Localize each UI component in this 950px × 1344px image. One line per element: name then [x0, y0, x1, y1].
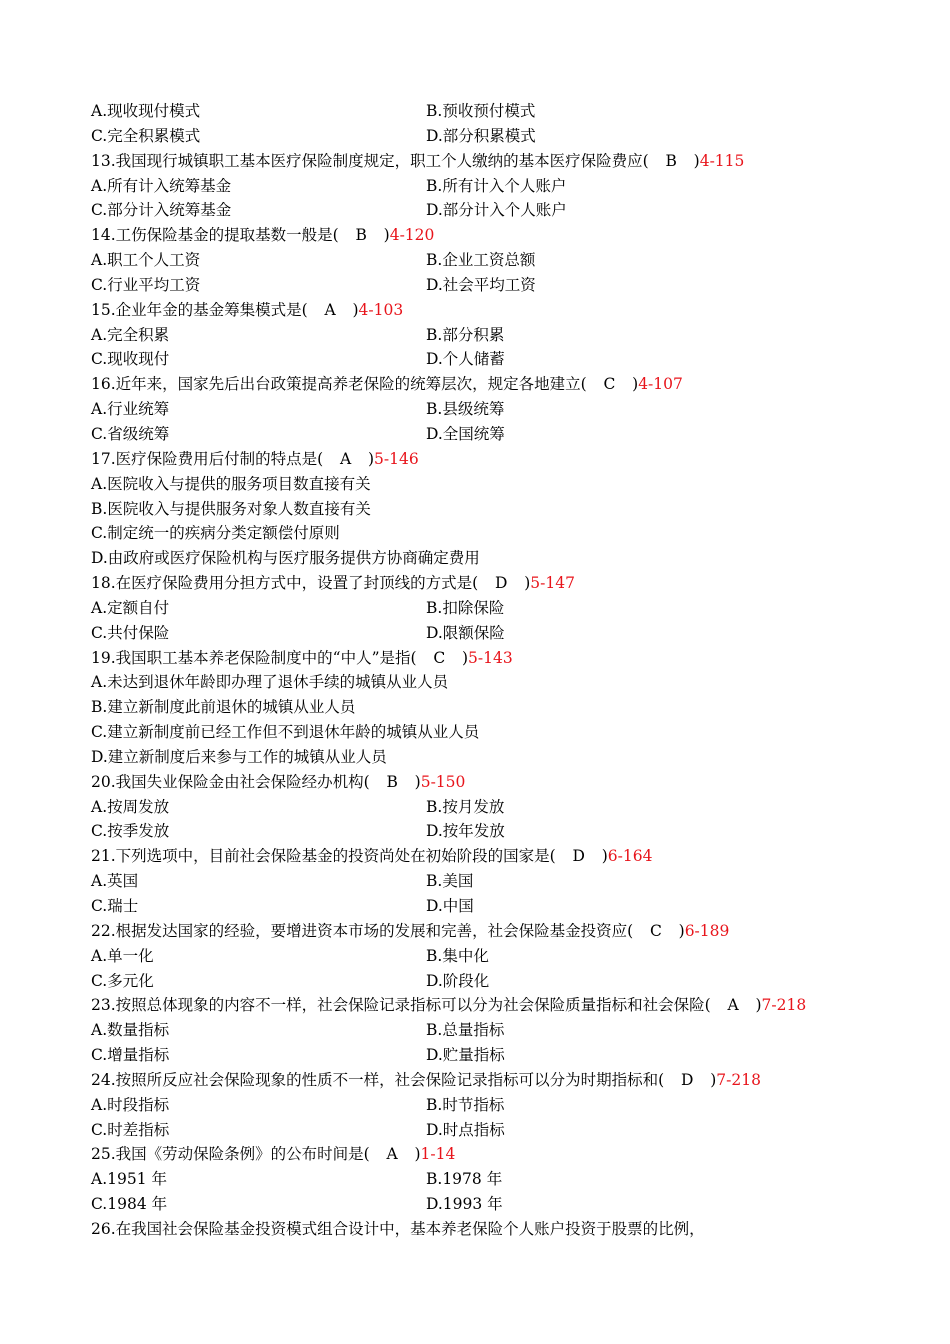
- line-text: A.未达到退休年龄即办理了退休手续的城镇从业人员: [91, 673, 449, 692]
- question-text: 13.我国现行城镇职工基本医疗保险制度规定，职工个人缴纳的基本医疗保险费应(: [91, 151, 649, 170]
- option-row: [91, 819, 881, 844]
- option-right: D.按年发放: [426, 822, 505, 841]
- question-text: 24.按照所反应社会保险现象的性质不一样，社会保险记录指标可以分为时期指标和(: [91, 1070, 665, 1089]
- option-row: [91, 596, 881, 621]
- text-line: [91, 521, 881, 546]
- option-row: [91, 323, 881, 348]
- answer-letter: B: [386, 772, 398, 791]
- question-line: 15.企业年金的基金筹集模式是( A )4-103: [91, 300, 404, 319]
- line-text: 26.在我国社会保险基金投资模式组合设计中，基本养老保险个人账户投资于股票的比例，: [91, 1219, 705, 1238]
- option-right: B.按月发放: [426, 797, 505, 816]
- option-right: B.美国: [426, 872, 474, 891]
- question-text: 19.我国职工基本养老保险制度中的“中人”是指(: [91, 648, 417, 667]
- text-line: [91, 546, 881, 571]
- option-left: C.按季发放: [91, 822, 170, 841]
- option-row: [91, 1118, 881, 1143]
- document-page: [91, 99, 881, 1242]
- option-right: D.部分计入个人账户: [426, 201, 567, 220]
- text-line: [91, 670, 881, 695]
- answer-letter: B: [355, 226, 367, 245]
- option-right: D.个人储蓄: [426, 350, 505, 369]
- text-line: [91, 745, 881, 770]
- question-text: 25.我国《劳动保险条例》的公布时间是(: [91, 1145, 370, 1164]
- option-right: B.预收预付模式: [426, 102, 536, 120]
- question-line: 23.按照总体现象的内容不一样，社会保险记录指标可以分为社会保险质量指标和社会保险( A )7-218: [91, 996, 807, 1015]
- answer-letter: B: [665, 151, 677, 170]
- question-text: 23.按照总体现象的内容不一样，社会保险记录指标可以分为社会保险质量指标和社会保险(: [91, 996, 711, 1015]
- page-reference: 5-146: [374, 449, 419, 468]
- option-left: A.时段指标: [91, 1095, 170, 1114]
- option-left: A.所有计入统筹基金: [91, 176, 232, 195]
- option-right: D.限额保险: [426, 623, 505, 642]
- page-reference: 1-14: [420, 1145, 456, 1164]
- option-left: C.行业平均工资: [91, 275, 201, 294]
- page-reference: 6-189: [684, 921, 730, 940]
- answer-letter: D: [572, 847, 585, 866]
- option-left: C.完全积累模式: [91, 126, 201, 145]
- question-line: 22.根据发达国家的经验，要增进资本市场的发展和完善，社会保险基金投资应( C )6-189: [91, 921, 730, 940]
- question-text: 22.根据发达国家的经验，要增进资本市场的发展和完善，社会保险基金投资应(: [91, 921, 634, 940]
- question-text: 20.我国失业保险金由社会保险经办机构(: [91, 772, 370, 791]
- option-right: D.部分积累模式: [426, 126, 536, 145]
- option-right: B.1978 年: [426, 1170, 503, 1189]
- option-row: [91, 969, 881, 994]
- question-line: 24.按照所反应社会保险现象的性质不一样，社会保险记录指标可以分为时期指标和( D )7-218: [91, 1070, 761, 1089]
- option-left: C.现收现付: [91, 350, 170, 369]
- question-text: 17.医疗保险费用后付制的特点是(: [91, 449, 324, 468]
- option-left: A.按周发放: [91, 797, 170, 816]
- option-left: A.职工个人工资: [91, 251, 201, 270]
- option-left: C.1984 年: [91, 1195, 168, 1214]
- line-text: C.制定统一的疾病分类定额偿付原则: [91, 524, 340, 543]
- text-line: [91, 497, 881, 522]
- option-left: C.增量指标: [91, 1046, 170, 1065]
- option-left: C.部分计入统筹基金: [91, 201, 232, 220]
- option-right: D.时点指标: [426, 1120, 505, 1139]
- question-line: 19.我国职工基本养老保险制度中的“中人”是指( C )5-143: [91, 648, 513, 667]
- option-row: [91, 1018, 881, 1043]
- page-reference: 7-218: [761, 996, 807, 1015]
- answer-letter: D: [680, 1070, 694, 1089]
- question-line: 16.近年来，国家先后出台政策提高养老保险的统筹层次，规定各地建立( C )4-107: [91, 375, 683, 394]
- option-left: A.单一化: [91, 946, 154, 965]
- page-reference: 5-150: [420, 772, 466, 791]
- option-row: [91, 1167, 881, 1192]
- option-left: A.英国: [91, 872, 139, 891]
- option-row: [91, 124, 881, 149]
- option-row: [91, 347, 881, 372]
- question-text: 21.下列选项中，目前社会保险基金的投资尚处在初始阶段的国家是(: [91, 847, 556, 866]
- page-reference: 4-115: [699, 151, 745, 170]
- text-line: [91, 1217, 881, 1242]
- option-row: [91, 422, 881, 447]
- line-text: B.建立新制度此前退休的城镇从业人员: [91, 698, 356, 717]
- option-right: D.阶段化: [426, 971, 490, 990]
- answer-letter: D: [494, 574, 508, 593]
- answer-letter: A: [386, 1145, 398, 1164]
- option-row: [91, 894, 881, 919]
- option-right: B.时节指标: [426, 1095, 505, 1114]
- option-row: [91, 795, 881, 820]
- question-text: 16.近年来，国家先后出台政策提高养老保险的统筹层次，规定各地建立(: [91, 375, 587, 394]
- line-text: D.建立新制度后来参与工作的城镇从业人员: [91, 747, 387, 766]
- page-reference: 5-147: [530, 574, 575, 593]
- option-left: C.时差指标: [91, 1120, 170, 1139]
- question-line: 13.我国现行城镇职工基本医疗保险制度规定，职工个人缴纳的基本医疗保险费应( B )4-115: [91, 151, 745, 170]
- option-row: [91, 99, 881, 124]
- answer-letter: A: [324, 300, 336, 319]
- question-line: 20.我国失业保险金由社会保险经办机构( B )5-150: [91, 772, 466, 791]
- option-row: [91, 1043, 881, 1068]
- question-line: 18.在医疗保险费用分担方式中，设置了封顶线的方式是( D )5-147: [91, 574, 575, 593]
- option-right: D.全国统筹: [426, 424, 505, 443]
- question-line: 14.工伤保险基金的提取基数一般是( B )4-120: [91, 226, 435, 245]
- option-left: C.瑞士: [91, 897, 139, 915]
- question-text: 18.在医疗保险费用分担方式中，设置了封顶线的方式是(: [91, 574, 479, 593]
- page-reference: 4-103: [358, 300, 404, 319]
- option-row: [91, 198, 881, 223]
- text-line: [91, 472, 881, 497]
- option-left: A.1951 年: [91, 1170, 167, 1189]
- line-text: D.由政府或医疗保险机构与医疗服务提供方协商确定费用: [91, 549, 480, 568]
- option-right: B.部分积累: [426, 325, 505, 344]
- answer-letter: C: [433, 648, 446, 667]
- question-text: 14.工伤保险基金的提取基数一般是(: [91, 226, 339, 245]
- answer-letter: A: [339, 449, 352, 468]
- question-text: 15.企业年金的基金筹集模式是(: [91, 300, 308, 319]
- option-row: [91, 944, 881, 969]
- option-left: A.完全积累: [91, 325, 170, 344]
- option-right: D.社会平均工资: [426, 275, 536, 294]
- option-right: D.1993 年: [426, 1195, 503, 1214]
- answer-letter: C: [649, 921, 662, 940]
- page-reference: 4-107: [638, 375, 683, 394]
- option-right: B.县级统筹: [426, 400, 505, 419]
- option-row: [91, 869, 881, 894]
- page-reference: 5-143: [468, 648, 513, 667]
- question-line: 25.我国《劳动保险条例》的公布时间是( A )1-14: [91, 1145, 456, 1164]
- option-row: [91, 621, 881, 646]
- question-line: 21.下列选项中，目前社会保险基金的投资尚处在初始阶段的国家是( D )6-164: [91, 847, 653, 866]
- line-text: A.医院收入与提供的服务项目数直接有关: [91, 474, 371, 493]
- option-left: C.省级统筹: [91, 424, 170, 443]
- line-text: B.医院收入与提供服务对象人数直接有关: [91, 499, 371, 518]
- option-right: B.扣除保险: [426, 598, 505, 617]
- option-left: A.定额自付: [91, 598, 170, 617]
- option-row: [91, 273, 881, 298]
- option-row: [91, 1192, 881, 1217]
- line-text: C.建立新制度前已经工作但不到退休年龄的城镇从业人员: [91, 723, 480, 742]
- question-line: 17.医疗保险费用后付制的特点是( A )5-146: [91, 449, 419, 468]
- text-line: [91, 720, 881, 745]
- option-row: [91, 397, 881, 422]
- option-left: C.共付保险: [91, 623, 170, 642]
- option-left: A.行业统筹: [91, 400, 170, 419]
- option-right: B.所有计入个人账户: [426, 176, 567, 195]
- answer-letter: C: [603, 375, 616, 394]
- page-reference: 4-120: [389, 226, 435, 245]
- option-row: [91, 1093, 881, 1118]
- option-row: [91, 248, 881, 273]
- option-right: B.总量指标: [426, 1021, 505, 1040]
- option-left: A.现收现付模式: [91, 102, 201, 120]
- option-row: [91, 174, 881, 199]
- option-left: A.数量指标: [91, 1021, 170, 1040]
- option-right: D.中国: [426, 897, 474, 915]
- option-right: B.企业工资总额: [426, 251, 536, 270]
- page-reference: 6-164: [607, 847, 653, 866]
- option-right: D.贮量指标: [426, 1046, 505, 1065]
- page-reference: 7-218: [716, 1070, 761, 1089]
- option-left: C.多元化: [91, 971, 154, 990]
- text-line: [91, 695, 881, 720]
- answer-letter: A: [727, 996, 739, 1015]
- option-right: B.集中化: [426, 946, 489, 965]
